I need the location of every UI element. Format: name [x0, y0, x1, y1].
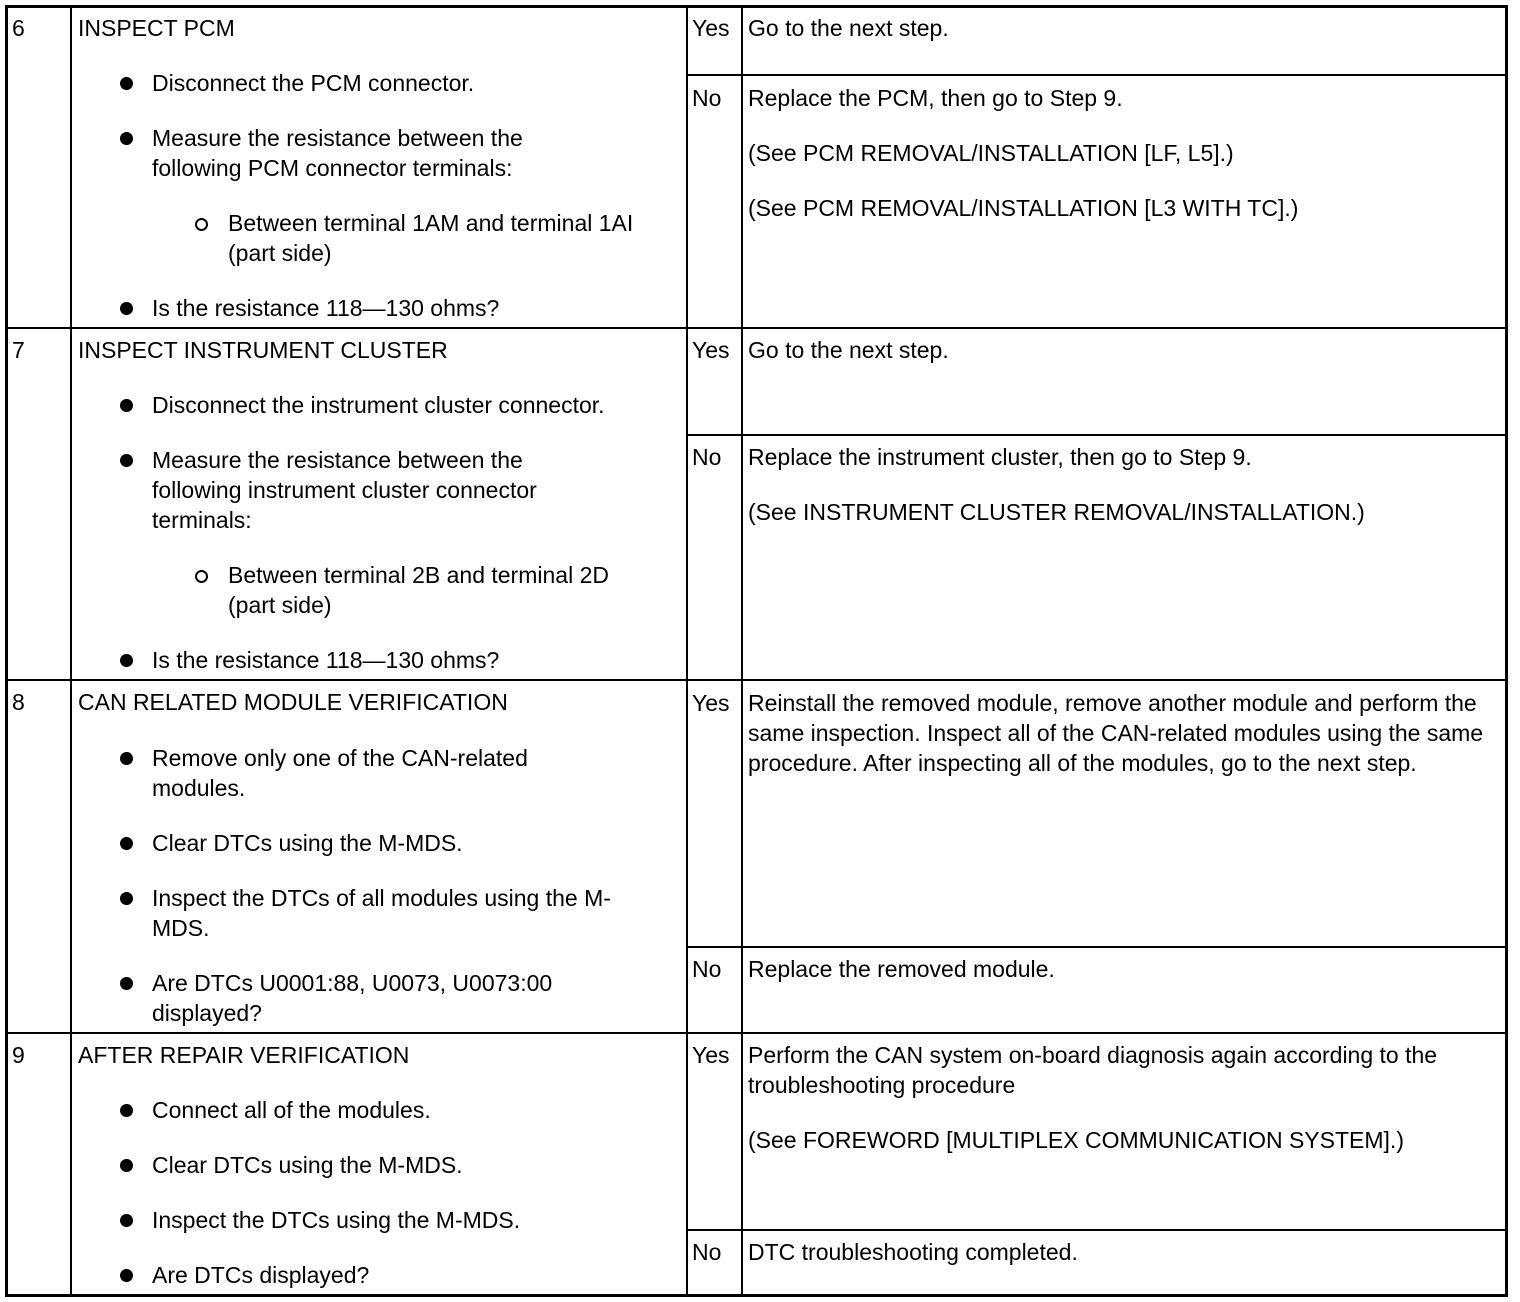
bullet-icon	[120, 454, 133, 467]
step-number: 7	[12, 337, 25, 363]
yes-result: Reinstall the removed module, remove another module and perform the same inspection. Inspect all of the CAN-related modules using the same procedure. After inspecting all of the modules, go to the next step.	[748, 690, 1484, 776]
no-result-reference: (See PCM REMOVAL/INSTALLATION [LF, L5].)	[748, 140, 1234, 166]
step-number: 6	[12, 15, 25, 41]
step-number: 8	[12, 689, 25, 715]
no-result-reference: (See PCM REMOVAL/INSTALLATION [L3 WITH TC].)	[748, 195, 1299, 221]
action-item: Measure the resistance between the following instrument cluster connector terminals:	[152, 447, 537, 533]
action-item: Is the resistance 118—130 ohms?	[152, 295, 500, 321]
row-divider-8-9	[6, 1032, 1508, 1034]
action-item: Are DTCs displayed?	[152, 1262, 370, 1288]
no-label: No	[692, 444, 722, 470]
no-label: No	[692, 956, 722, 982]
bullet-icon	[120, 1269, 133, 1282]
row-divider-6-7	[6, 327, 1508, 329]
sub-bullet-icon	[195, 570, 208, 583]
col-divider-result	[741, 6, 743, 1296]
yes-result: Perform the CAN system on-board diagnosis again according to the troubleshooting procedure	[748, 1042, 1438, 1098]
action-sub-item: Between terminal 1AM and terminal 1AI (part side)	[228, 210, 634, 266]
yes-label: Yes	[692, 1042, 730, 1068]
action-item: Clear DTCs using the M-MDS.	[152, 1152, 463, 1178]
yes-label: Yes	[692, 15, 730, 41]
action-item: Disconnect the instrument cluster connector.	[152, 392, 605, 418]
action-item: Connect all of the modules.	[152, 1097, 431, 1123]
bullet-icon	[120, 1214, 133, 1227]
step-title: INSPECT PCM	[78, 15, 235, 41]
bullet-icon	[120, 892, 133, 905]
yes-result: Go to the next step.	[748, 15, 949, 41]
bullet-icon	[120, 77, 133, 90]
bullet-icon	[120, 654, 133, 667]
action-item: Clear DTCs using the M-MDS.	[152, 830, 463, 856]
no-label: No	[692, 1239, 722, 1265]
action-item: Inspect the DTCs using the M-MDS.	[152, 1207, 521, 1233]
no-result: DTC troubleshooting completed.	[748, 1239, 1078, 1265]
no-result: Replace the PCM, then go to Step 9.	[748, 85, 1123, 111]
step-number: 9	[12, 1042, 25, 1068]
action-item: Remove only one of the CAN-related modules.	[152, 745, 528, 801]
yes-no-divider-6	[686, 74, 1508, 76]
no-result: Replace the instrument cluster, then go to Step 9.	[748, 444, 1252, 470]
yes-result: Go to the next step.	[748, 337, 949, 363]
yes-label: Yes	[692, 337, 730, 363]
action-item: Is the resistance 118—130 ohms?	[152, 647, 500, 673]
yes-no-divider-7	[686, 434, 1508, 436]
bullet-icon	[120, 752, 133, 765]
step-title: INSPECT INSTRUMENT CLUSTER	[78, 337, 448, 363]
bullet-icon	[120, 1159, 133, 1172]
row-divider-7-8	[6, 679, 1508, 681]
bullet-icon	[120, 977, 133, 990]
yes-result-reference: (See FOREWORD [MULTIPLEX COMMUNICATION SYSTEM].)	[748, 1127, 1404, 1153]
col-divider-action	[686, 6, 688, 1296]
no-result: Replace the removed module.	[748, 956, 1055, 982]
bullet-icon	[120, 1104, 133, 1117]
action-item: Measure the resistance between the following PCM connector terminals:	[152, 125, 523, 181]
bullet-icon	[120, 132, 133, 145]
yes-label: Yes	[692, 690, 730, 716]
step-title: CAN RELATED MODULE VERIFICATION	[78, 689, 508, 715]
action-item: Inspect the DTCs of all modules using the M-MDS.	[152, 885, 611, 941]
bullet-icon	[120, 837, 133, 850]
action-sub-item: Between terminal 2B and terminal 2D (part side)	[228, 562, 609, 618]
yes-no-divider-8	[686, 946, 1508, 948]
action-item: Disconnect the PCM connector.	[152, 70, 475, 96]
bullet-icon	[120, 399, 133, 412]
no-result-reference: (See INSTRUMENT CLUSTER REMOVAL/INSTALLATION.)	[748, 499, 1365, 525]
step-title: AFTER REPAIR VERIFICATION	[78, 1042, 410, 1068]
action-item: Are DTCs U0001:88, U0073, U0073:00 displayed?	[152, 970, 553, 1026]
no-label: No	[692, 85, 722, 111]
bullet-icon	[120, 302, 133, 315]
col-divider-step	[70, 6, 72, 1296]
yes-no-divider-9	[686, 1229, 1508, 1231]
sub-bullet-icon	[195, 218, 208, 231]
